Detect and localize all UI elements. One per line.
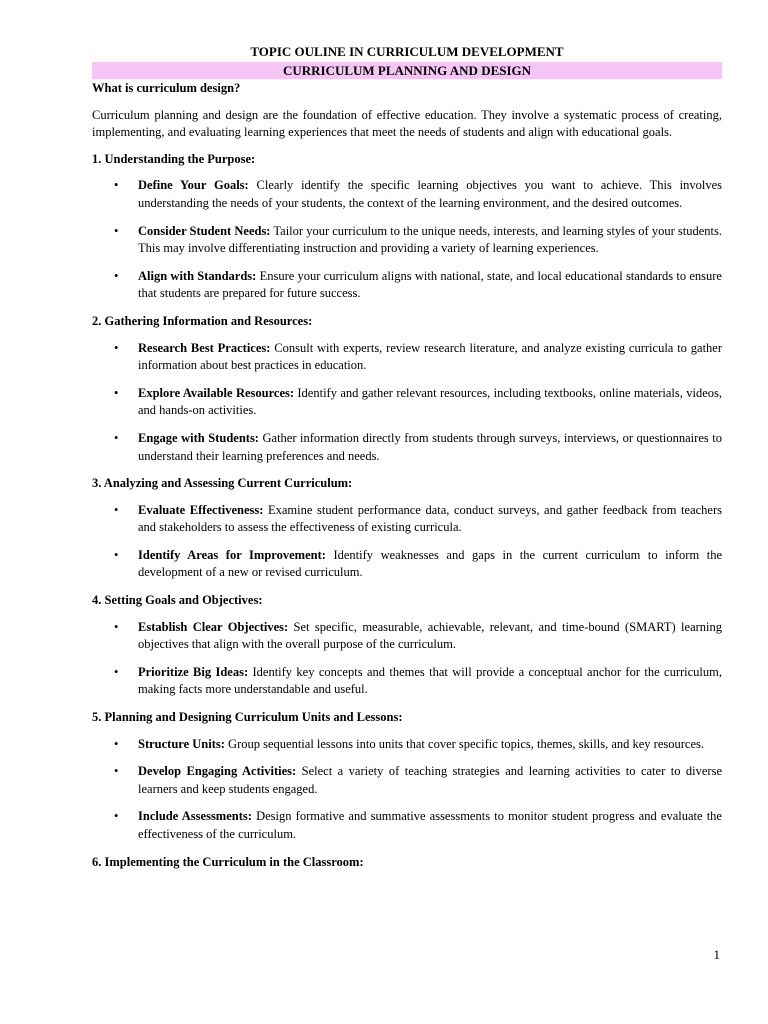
- page-number: 1: [713, 947, 720, 962]
- section-heading: 1. Understanding the Purpose:: [92, 151, 256, 166]
- list-item: [92, 385, 722, 420]
- bullet-icon: •: [114, 664, 119, 679]
- item-term: Consider Student Needs:: [138, 223, 271, 238]
- list-item: [92, 430, 722, 465]
- item-term: Identify Areas for Improvement:: [138, 547, 326, 562]
- bullet-icon: •: [114, 809, 119, 824]
- bullet-icon: •: [114, 619, 119, 634]
- sections-container: [92, 151, 722, 871]
- item-text: Identify key concepts and themes that will provide a conceptual anchor for the curriculum, making facts more understandable and useful.: [138, 664, 722, 697]
- bullet-list: [92, 619, 722, 699]
- list-item: [92, 502, 722, 537]
- list-item: [92, 763, 722, 798]
- item-text: Group sequential lessons into units that cover specific topics, themes, skills, and key resources.: [224, 736, 704, 751]
- item-text: Gather information directly from students through surveys, interviews, or questionnaires to understand their learning preferences and needs.: [138, 430, 722, 463]
- bullet-icon: •: [114, 736, 119, 751]
- item-text: Identify and gather relevant resources, including textbooks, online materials, videos, and hands-on activities.: [138, 385, 722, 418]
- list-item: [92, 736, 722, 754]
- item-term: Prioritize Big Ideas:: [138, 664, 249, 679]
- bullet-icon: •: [114, 178, 119, 193]
- bullet-list: [92, 502, 722, 582]
- item-term: Develop Engaging Activities:: [138, 764, 297, 779]
- bullet-list: [92, 177, 722, 303]
- bullet-icon: •: [114, 385, 119, 400]
- item-term: Evaluate Effectiveness:: [138, 502, 264, 517]
- item-text: Examine student performance data, conduct surveys, and gather feedback from teachers and stakeholders to assess the effectiveness of existing curricula.: [138, 502, 722, 535]
- item-text: Identify weaknesses and gaps in the current curriculum to inform the development of a new or revised curriculum.: [138, 547, 722, 580]
- bullet-icon: •: [114, 340, 119, 355]
- list-item: [92, 664, 722, 699]
- item-term: Structure Units:: [138, 736, 225, 751]
- bullet-icon: •: [114, 430, 119, 445]
- list-item: [92, 547, 722, 582]
- item-text: Ensure your curriculum aligns with national, state, and local educational standards to ensure that students are prepared for future success.: [138, 268, 722, 301]
- item-term: Establish Clear Objectives:: [138, 619, 289, 634]
- item-term: Engage with Students:: [138, 430, 259, 445]
- item-term: Define Your Goals:: [138, 178, 249, 193]
- item-term: Explore Available Resources:: [138, 385, 295, 400]
- question-heading: What is curriculum design?: [92, 81, 241, 95]
- document-subtitle: CURRICULUM PLANNING AND DESIGN: [92, 62, 722, 79]
- item-term: Include Assessments:: [138, 809, 252, 824]
- list-item: [92, 223, 722, 258]
- section-heading: 4. Setting Goals and Objectives:: [92, 593, 263, 608]
- list-item: [92, 268, 722, 303]
- section-heading: 3. Analyzing and Assessing Current Curriculum:: [92, 476, 353, 491]
- list-item: [92, 619, 722, 654]
- item-text: Clearly identify the specific learning objectives you want to achieve. This involves understanding the needs of your students, the context of the learning environment, and the desired outcomes.: [138, 178, 723, 210]
- document-title: TOPIC OULINE IN CURRICULUM DEVELOPMENT: [250, 44, 564, 59]
- section-heading: 2. Gathering Information and Resources:: [92, 313, 313, 328]
- page-content: [92, 43, 722, 880]
- item-text: Set specific, measurable, achievable, relevant, and time-bound (SMART) learning objectives that align with the overall purpose of the curriculum.: [138, 619, 723, 652]
- bullet-icon: •: [114, 547, 119, 562]
- section-heading: 6. Implementing the Curriculum in the Classroom:: [92, 854, 364, 869]
- item-term: Align with Standards:: [138, 268, 257, 283]
- item-text: Design formative and summative assessments to monitor student progress and evaluate the effectiveness of the curriculum.: [138, 809, 722, 841]
- list-item: [92, 340, 722, 375]
- intro-paragraph: Curriculum planning and design are the foundation of effective education. They involve a systematic process of creating, implementing, and evaluating learning experiences that meet the needs of students and align with educational goals.: [92, 107, 722, 140]
- bullet-icon: •: [114, 764, 119, 779]
- bullet-list: [92, 736, 722, 844]
- bullet-icon: •: [114, 502, 119, 517]
- section-heading: 5. Planning and Designing Curriculum Units and Lessons:: [92, 710, 403, 725]
- item-text: Consult with experts, review research literature, and analyze existing curricula to gather information about best practices in education.: [138, 340, 722, 373]
- item-text: Tailor your curriculum to the unique needs, interests, and learning styles of your students. This may involve differentiating instruction and providing a variety of learning experiences.: [138, 223, 722, 256]
- list-item: [92, 177, 722, 212]
- list-item: [92, 808, 722, 843]
- item-text: Select a variety of teaching strategies and learning activities to cater to diverse learners and keep students engaged.: [138, 764, 723, 796]
- bullet-icon: •: [114, 223, 119, 238]
- bullet-list: [92, 340, 722, 466]
- bullet-icon: •: [114, 268, 119, 283]
- item-term: Research Best Practices:: [138, 340, 271, 355]
